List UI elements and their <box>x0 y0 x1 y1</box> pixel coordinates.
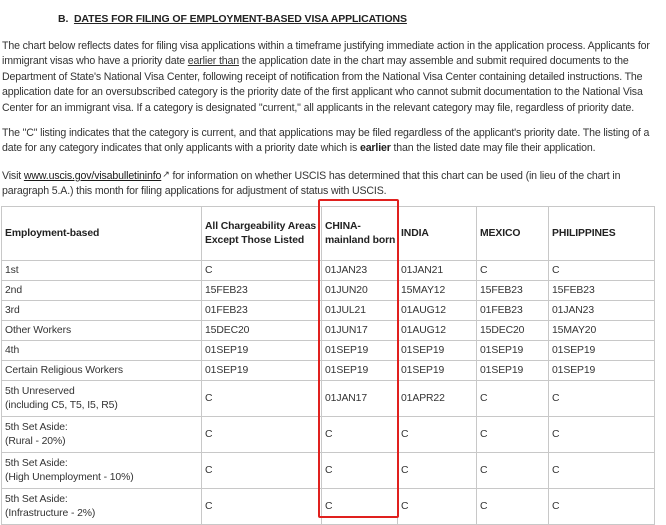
row-category-line2: (Infrastructure - 2%) <box>5 507 96 519</box>
cell-china: 01JUN20 <box>322 281 398 301</box>
row-category <box>2 381 202 417</box>
header-philippines: PHILIPPINES <box>549 207 655 261</box>
cell-china: 01JUL21 <box>322 301 398 321</box>
section-title: DATES FOR FILING OF EMPLOYMENT-BASED VISA APPLICATIONS <box>73 13 407 25</box>
cell-india: 01JAN21 <box>398 261 477 281</box>
cell-china: C <box>322 489 398 525</box>
cell-mexico: C <box>477 489 549 525</box>
row-category-line1: 5th Set Aside: <box>5 493 68 505</box>
row-category: 1st <box>2 261 202 281</box>
intro-text-1: The chart below reflects dates for filing visa applications within a timeframe justifying immediate action in the application process. Applicants for immigrant visas who have a priority date <box>2 40 650 68</box>
row-category: Certain Religious Workers <box>2 361 202 381</box>
cell-china: 01JAN17 <box>322 381 398 417</box>
cell-india: C <box>398 489 477 525</box>
cell-all: 15DEC20 <box>202 321 322 341</box>
cell-mexico: C <box>477 261 549 281</box>
uscis-text-1: Visit <box>2 170 24 182</box>
row-category-line2: (Rural - 20%) <box>5 435 66 447</box>
cell-all: 15FEB23 <box>202 281 322 301</box>
table-header-row <box>2 207 655 261</box>
cell-mexico: C <box>477 453 549 489</box>
cell-mexico: C <box>477 381 549 417</box>
external-link-icon: ↗ <box>162 169 170 179</box>
cell-china: C <box>322 453 398 489</box>
cell-china: 01SEP19 <box>322 361 398 381</box>
row-category-line2: (including C5, T5, I5, R5) <box>5 399 118 411</box>
cell-philippines: 01JAN23 <box>549 301 655 321</box>
intro-paragraph <box>2 39 662 116</box>
cell-all: C <box>202 489 322 525</box>
table-row <box>2 489 655 525</box>
header-china: CHINA-mainland born <box>322 207 398 261</box>
current-bold-text: earlier <box>359 142 391 155</box>
cell-philippines: 01SEP19 <box>549 341 655 361</box>
current-text-1: The "C" listing indicates that the category is current, and that applications may be filed regardless of the applicant's priority date. The listing of a date for any category indicates that only applicants with a priority date which is <box>2 127 650 155</box>
cell-india: 01SEP19 <box>398 341 477 361</box>
cell-china: 01JUN17 <box>322 321 398 341</box>
table-row <box>2 321 655 341</box>
row-category: Other Workers <box>2 321 202 341</box>
cell-philippines: C <box>549 261 655 281</box>
header-all-chargeability: All Chargeability Areas Except Those Listed <box>202 207 322 261</box>
table-row <box>2 453 655 489</box>
intro-underlined-text: earlier than <box>187 55 239 68</box>
row-category <box>2 489 202 525</box>
cell-philippines: 01SEP19 <box>549 361 655 381</box>
row-category: 3rd <box>2 301 202 321</box>
cell-philippines: C <box>549 453 655 489</box>
cell-india: 01AUG12 <box>398 321 477 341</box>
row-category: 4th <box>2 341 202 361</box>
table-row <box>2 381 655 417</box>
header-india: INDIA <box>398 207 477 261</box>
row-category-line1: 5th Set Aside: <box>5 457 68 469</box>
row-category-line1: 5th Set Aside: <box>5 421 68 433</box>
cell-mexico: 01FEB23 <box>477 301 549 321</box>
intro-text-2: the application date in the chart may assemble and submit required documents to the Department of State's National Visa Center, following receipt of notification from the National Visa Center containing detailed instructions. The application date for an oversubscribed category is the priority date of the first applicant who cannot submit documentation to the National Visa Center for an immigrant visa. If a category is designated "current," all applicants in the relevant category may file, regardless of priority date. <box>2 55 643 114</box>
cell-all: C <box>202 417 322 453</box>
table-row <box>2 361 655 381</box>
current-listing-paragraph <box>2 126 662 157</box>
cell-philippines: C <box>549 489 655 525</box>
cell-china: 01JAN23 <box>322 261 398 281</box>
cell-all: C <box>202 453 322 489</box>
row-category-line1: 5th Unreserved <box>5 385 75 397</box>
table-row <box>2 341 655 361</box>
header-mexico: MEXICO <box>477 207 549 261</box>
cell-all: 01SEP19 <box>202 341 322 361</box>
section-heading <box>58 13 407 25</box>
cell-mexico: 15FEB23 <box>477 281 549 301</box>
section-prefix: B. <box>58 13 69 25</box>
cell-philippines: C <box>549 381 655 417</box>
table-row <box>2 301 655 321</box>
cell-india: C <box>398 453 477 489</box>
header-employment-based: Employment-based <box>2 207 202 261</box>
table-row <box>2 417 655 453</box>
uscis-link[interactable]: www.uscis.gov/visabulletininfo <box>23 170 162 182</box>
cell-all: C <box>202 381 322 417</box>
row-category <box>2 417 202 453</box>
current-text-2: than the listed date may file their application. <box>390 142 596 155</box>
table-row <box>2 261 655 281</box>
cell-all: 01FEB23 <box>202 301 322 321</box>
cell-china: 01SEP19 <box>322 341 398 361</box>
row-category-line2: (High Unemployment - 10%) <box>5 471 134 483</box>
cell-mexico: 15DEC20 <box>477 321 549 341</box>
cell-philippines: C <box>549 417 655 453</box>
cell-india: 01SEP19 <box>398 361 477 381</box>
uscis-text-2: for information on whether USCIS has determined that this chart can be used (in lieu of the chart in paragraph 5.A.) this month for filing applications for adjustment of status with USCIS. <box>2 170 621 198</box>
row-category <box>2 453 202 489</box>
uscis-paragraph <box>2 167 662 200</box>
cell-china: C <box>322 417 398 453</box>
cell-all: C <box>202 261 322 281</box>
cell-mexico: C <box>477 417 549 453</box>
cell-india: 01APR22 <box>398 381 477 417</box>
cell-philippines: 15MAY20 <box>549 321 655 341</box>
filing-dates-table <box>1 206 655 525</box>
cell-philippines: 15FEB23 <box>549 281 655 301</box>
cell-all: 01SEP19 <box>202 361 322 381</box>
cell-mexico: 01SEP19 <box>477 361 549 381</box>
row-category: 2nd <box>2 281 202 301</box>
cell-mexico: 01SEP19 <box>477 341 549 361</box>
table-row <box>2 281 655 301</box>
cell-india: 15MAY12 <box>398 281 477 301</box>
cell-india: 01AUG12 <box>398 301 477 321</box>
cell-india: C <box>398 417 477 453</box>
